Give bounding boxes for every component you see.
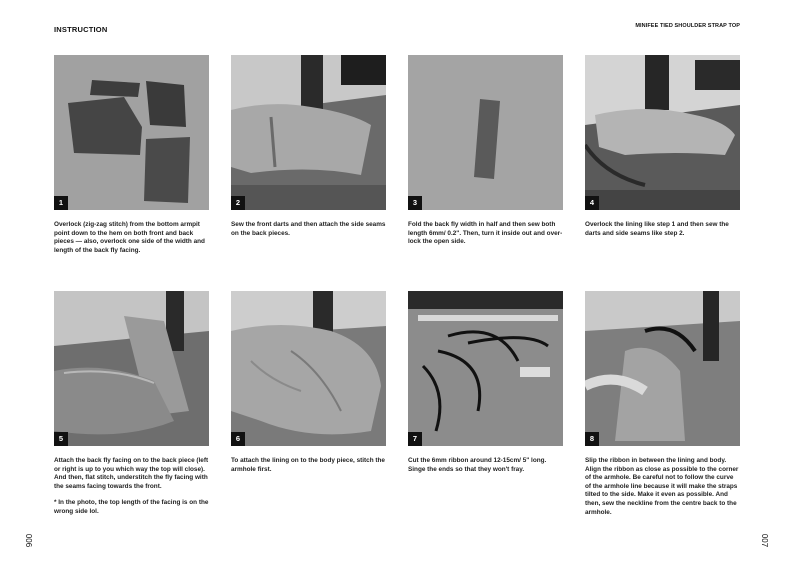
section-title: INSTRUCTION [54, 25, 108, 34]
lining-armhole-image [231, 291, 386, 446]
step-2-photo [231, 55, 386, 210]
step-1 [54, 55, 209, 255]
folded-strip-image [408, 55, 563, 210]
page-number-left: 006 [24, 533, 34, 548]
step-3-caption: Fold the back fly width in half and then sew both length 6mm/ 0.2". Then, turn it inside out and over-lock the open side. [408, 221, 563, 246]
step-5-photo [54, 291, 209, 446]
step-6-caption: To attach the lining on to the body piece, stitch the armhole first. [231, 457, 385, 473]
step-2 [231, 55, 386, 238]
step-number-badge: 8 [585, 432, 599, 446]
step-7-photo [408, 291, 563, 446]
step-7-caption: Cut the 6mm ribbon around 12-15cm/ 5" long. Singe the ends so that they won't fray. [408, 457, 547, 473]
step-1-photo [54, 55, 209, 210]
step-5-caption [54, 457, 209, 517]
step-4 [585, 55, 740, 238]
step-4-photo [585, 55, 740, 210]
step-number-badge: 4 [585, 196, 599, 210]
step-7 [408, 291, 563, 474]
page-number-right: 007 [760, 533, 770, 548]
step-number-badge: 1 [54, 196, 68, 210]
lining-overlock-image [585, 55, 740, 210]
step-6-photo [231, 291, 386, 446]
ribbon-in-armhole-image [585, 291, 740, 446]
back-fly-facing-image [54, 291, 209, 446]
step-number-badge: 7 [408, 432, 422, 446]
document-title: MINIFEE TIED SHOULDER STRAP TOP [635, 23, 740, 29]
step-number-badge: 5 [54, 432, 68, 446]
sewing-machine-image [231, 55, 386, 210]
step-6 [231, 291, 386, 474]
step-5-note: * In the photo, the top length of the facing is on the wrong side lol. [54, 499, 209, 515]
step-8-photo [585, 291, 740, 446]
step-4-caption: Overlock the lining like step 1 and then sew the darts and side seams like step 2. [585, 221, 729, 237]
step-5 [54, 291, 209, 517]
step-2-caption: Sew the front darts and then attach the side seams on the back pieces. [231, 221, 386, 237]
step-8-caption: Slip the ribbon in between the lining and body. Align the ribbon as close as possible to the corner of the armhole. Be careful not to follow the curve of the armhole line because it will make the straps tilted to the side. Make it even as possible. And then, sew the neckline from the centre back to the armhole. [585, 457, 739, 516]
step-8 [585, 291, 740, 517]
step-3-photo [408, 55, 563, 210]
step-3 [408, 55, 563, 247]
step-number-badge: 2 [231, 196, 245, 210]
step-5-text: Attach the back fly facing on to the back piece (left or right is up to you which way the top will close). And then, flat stitch, understitch the fly facing with the seams facing towards the front. [54, 457, 209, 490]
step-number-badge: 6 [231, 432, 245, 446]
fabric-pieces-image [54, 55, 209, 210]
step-number-badge: 3 [408, 196, 422, 210]
step-1-caption: Overlock (zig-zag stitch) from the bottom armpit point down to the hem on both front and back pieces — also, overlock one side of the width and length of the back fly facing. [54, 221, 205, 254]
ribbon-and-lighter-image [408, 291, 563, 446]
